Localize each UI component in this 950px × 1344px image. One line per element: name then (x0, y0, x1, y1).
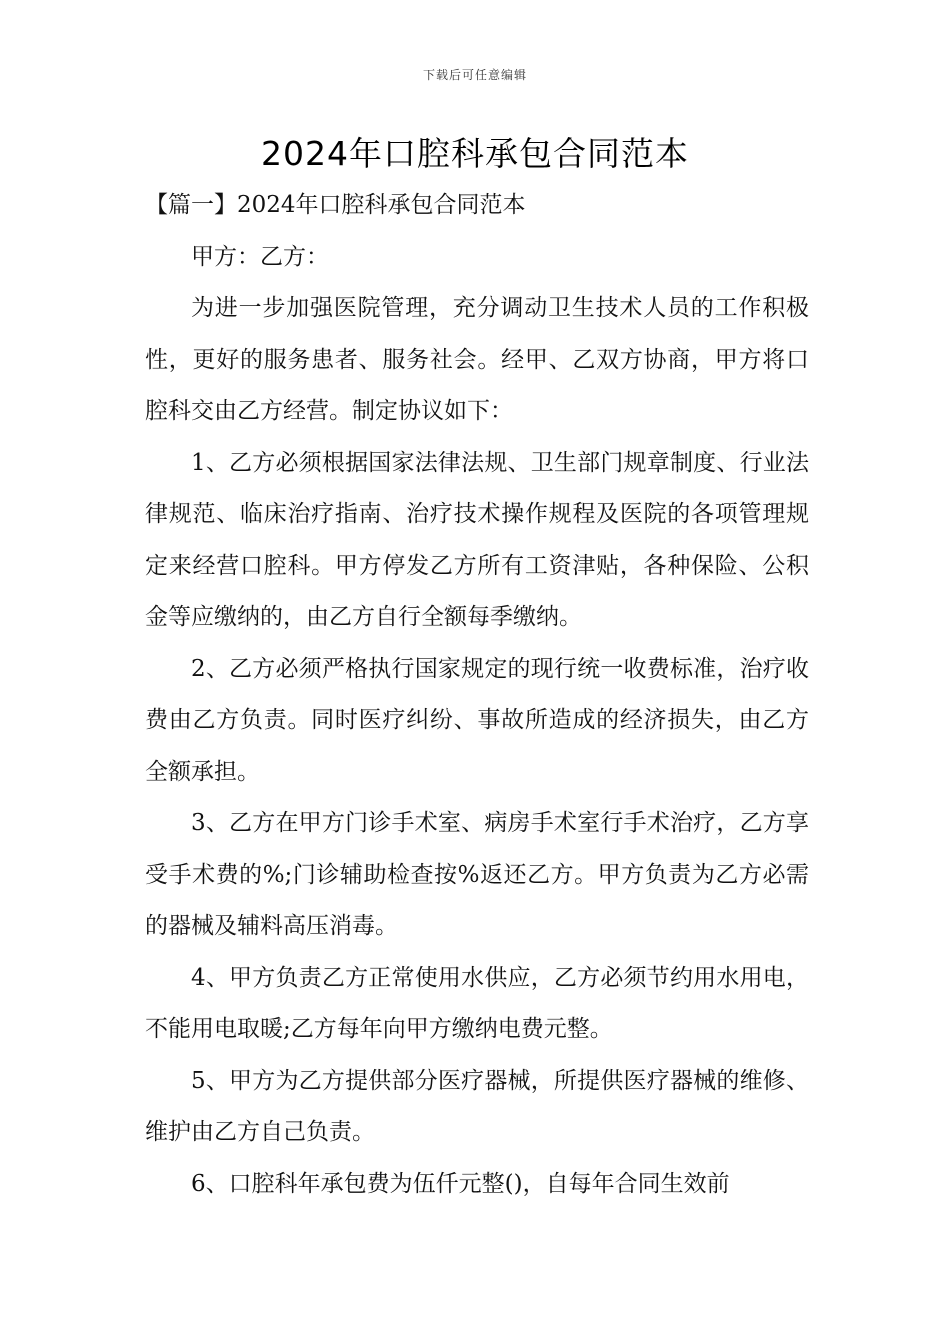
intro-paragraph: 为进一步加强医院管理，充分调动卫生技术人员的工作积极性，更好的服务患者、服务社会。经甲、乙双方协商，甲方将口腔科交由乙方经营。制定协议如下： (145, 295, 809, 424)
document-body (145, 180, 809, 1210)
clause-3: 3、乙方在甲方门诊手术室、病房手术室行手术治疗，乙方享受手术费的%;门诊辅助检查按%返还乙方。甲方负责为乙方必需的器械及辅料高压消毒。 (145, 810, 809, 939)
party-line: 甲方：乙方： (191, 243, 329, 270)
clause-5: 5、甲方为乙方提供部分医疗器械，所提供医疗器械的维修、维护由乙方自己负责。 (145, 1067, 809, 1145)
clause-4: 4、甲方负责乙方正常使用水供应，乙方必须节约用水用电，不能用电取暖;乙方每年向甲方缴纳电费元整。 (145, 964, 809, 1042)
clause-6: 6、口腔科年承包费为伍仟元整()，自每年合同生效前 (191, 1170, 730, 1197)
header-note: 下载后可任意编辑 (422, 68, 527, 82)
clause-1: 1、乙方必须根据国家法律法规、卫生部门规章制度、行业法律规范、临床治疗指南、治疗技术操作规程及医院的各项管理规定来经营口腔科。甲方停发乙方所有工资津贴，各种保险、公积金等应缴纳的，由乙方自行全额每季缴纳。 (145, 449, 809, 630)
section-heading: 【篇一】2024年口腔科承包合同范本 (145, 192, 526, 218)
document-title: 2024年口腔科承包合同范本 (261, 134, 689, 173)
clause-2: 2、乙方必须严格执行国家规定的现行统一收费标准，治疗收费由乙方负责。同时医疗纠纷、事故所造成的经济损失，由乙方全额承担。 (145, 655, 809, 785)
